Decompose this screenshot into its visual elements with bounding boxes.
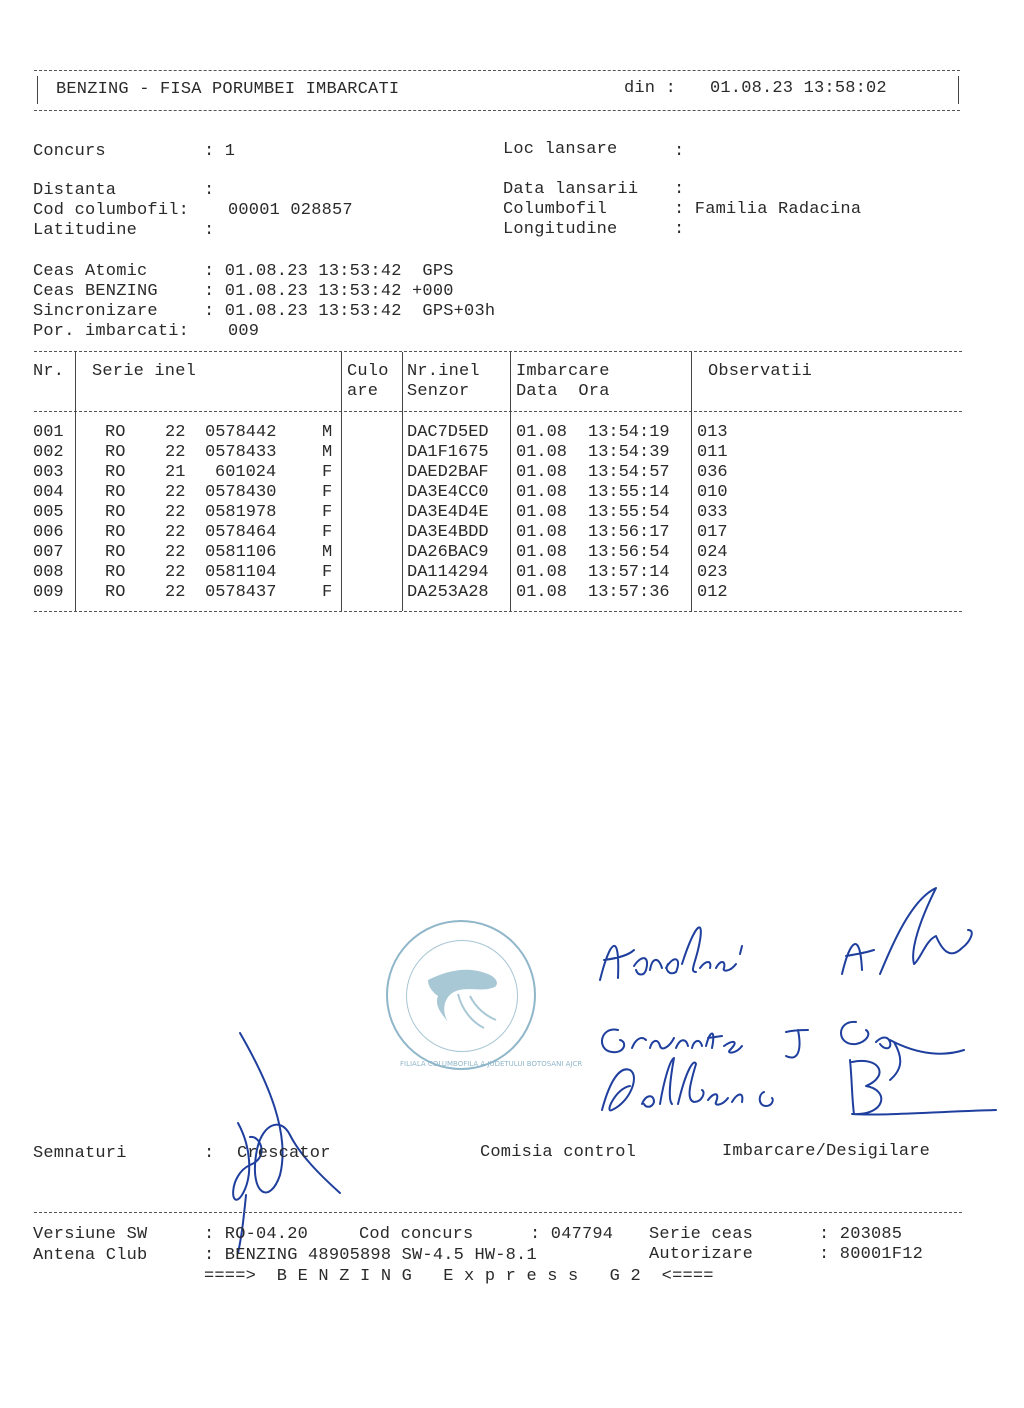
- pigeon-icon: [388, 922, 583, 1072]
- cell-sensor: DA3E4CC0: [407, 483, 489, 502]
- cell-year: 22: [165, 503, 186, 522]
- ceas-benzing-label: Ceas BENZING: [33, 282, 158, 301]
- table-row: [0, 483, 1024, 503]
- versiune-sw-value: : RO-04.20: [204, 1225, 309, 1244]
- cell-date: 01.08: [516, 463, 568, 482]
- handwritten-signature-breeder: [210, 1025, 350, 1255]
- distanta-value: :: [204, 181, 215, 200]
- comisia-control-label: Comisia control: [480, 1143, 637, 1162]
- por-imbarcati-label: Por. imbarcati:: [33, 322, 190, 341]
- table-row: [0, 563, 1024, 583]
- semnaturi-label: Semnaturi: [33, 1144, 127, 1163]
- cell-time: 13:54:57: [588, 463, 670, 482]
- stamp-text: FILIALA COLUMBOFILA A JUDETULUI BOTOSANI AJCR: [400, 1060, 583, 1068]
- header-left-border: [37, 76, 38, 104]
- cell-country: RO: [105, 583, 126, 602]
- table-row: [0, 463, 1024, 483]
- cell-time: 13:56:54: [588, 543, 670, 562]
- cell-country: RO: [105, 483, 126, 502]
- cell-country: RO: [105, 503, 126, 522]
- header-nr-inel-1: Nr.inel: [407, 362, 480, 381]
- table-top-border: [34, 351, 962, 352]
- cell-nr: 009: [33, 583, 64, 602]
- cod-concurs-label: Cod concurs: [359, 1225, 474, 1244]
- serie-ceas-value: : 203085: [819, 1225, 903, 1244]
- longitudine-value: :: [674, 220, 685, 239]
- cell-nr: 006: [33, 523, 64, 542]
- header-bottom-border: [34, 110, 960, 111]
- cell-ring: 0578430: [205, 483, 277, 502]
- cell-year: 22: [165, 423, 186, 442]
- semnaturi-colon: :: [204, 1144, 215, 1163]
- cell-time: 13:55:14: [588, 483, 670, 502]
- cell-time: 13:54:19: [588, 423, 670, 442]
- benzing-express-banner: ====> B E N Z I N G E x p r e s s G 2 <====: [204, 1267, 714, 1286]
- cod-columbofil-value: 00001 028857: [228, 201, 353, 220]
- cell-sensor: DAC7D5ED: [407, 423, 489, 442]
- sincronizare-label: Sincronizare: [33, 302, 158, 321]
- handwritten-signature-commission: [590, 880, 1010, 1120]
- imbarcare-desigilare-label: Imbarcare/Desigilare: [722, 1142, 931, 1161]
- cell-sensor: DA3E4BDD: [407, 523, 489, 542]
- cell-sensor: DA3E4D4E: [407, 503, 489, 522]
- cell-nr: 001: [33, 423, 64, 442]
- header-imbarcare-1: Imbarcare: [516, 362, 610, 381]
- cell-sex: F: [322, 523, 333, 542]
- autorizare-value: : 80001F12: [819, 1245, 924, 1264]
- cell-date: 01.08: [516, 423, 568, 442]
- columbofil-value: : Familia Radacina: [674, 200, 862, 219]
- antena-club-value: : BENZING 48905898 SW-4.5 HW-8.1: [204, 1246, 537, 1265]
- cell-sex: F: [322, 563, 333, 582]
- table-row: [0, 423, 1024, 443]
- cell-country: RO: [105, 423, 126, 442]
- data-lansarii-label: Data lansarii: [503, 180, 639, 199]
- ceas-atomic-value: : 01.08.23 13:53:42 GPS: [204, 262, 454, 281]
- cell-date: 01.08: [516, 523, 568, 542]
- cell-nr: 005: [33, 503, 64, 522]
- cell-year: 22: [165, 523, 186, 542]
- header-observatii: Observatii: [708, 362, 813, 381]
- cell-obs: 010: [697, 483, 728, 502]
- header-serie-inel: Serie inel: [92, 362, 197, 381]
- cell-sex: F: [322, 483, 333, 502]
- cell-sex: M: [322, 423, 333, 442]
- por-imbarcati-value: 009: [228, 322, 260, 341]
- crescator-label: Crescator: [237, 1144, 331, 1163]
- cell-obs: 023: [697, 563, 728, 582]
- cell-obs: 017: [697, 523, 728, 542]
- header-top-border: [34, 70, 960, 71]
- cell-nr: 004: [33, 483, 64, 502]
- cell-obs: 024: [697, 543, 728, 562]
- sincronizare-value: : 01.08.23 13:53:42 GPS+03h: [204, 302, 496, 321]
- cell-year: 22: [165, 543, 186, 562]
- table-row: [0, 503, 1024, 523]
- columbofil-label: Columbofil: [503, 200, 608, 219]
- cell-year: 22: [165, 583, 186, 602]
- cell-obs: 036: [697, 463, 728, 482]
- cell-sensor: DAED2BAF: [407, 463, 489, 482]
- cell-date: 01.08: [516, 583, 568, 602]
- serie-ceas-label: Serie ceas: [649, 1225, 754, 1244]
- cell-time: 13:57:14: [588, 563, 670, 582]
- cell-sex: F: [322, 503, 333, 522]
- versiune-sw-label: Versiune SW: [33, 1225, 148, 1244]
- table-bottom-border: [34, 611, 962, 612]
- header-nr: Nr.: [33, 362, 65, 381]
- date-value: 01.08.23 13:58:02: [710, 79, 887, 98]
- cell-country: RO: [105, 463, 126, 482]
- loc-lansare-label: Loc lansare: [503, 140, 618, 159]
- cell-time: 13:54:39: [588, 443, 670, 462]
- header-culoare-2: are: [347, 382, 379, 401]
- autorizare-label: Autorizare: [649, 1245, 754, 1264]
- latitudine-value: :: [204, 221, 215, 240]
- cell-ring: 0581978: [205, 503, 277, 522]
- footer-separator: [34, 1212, 962, 1213]
- cell-sensor: DA26BAC9: [407, 543, 489, 562]
- table-row: [0, 583, 1024, 603]
- cell-nr: 002: [33, 443, 64, 462]
- document-title: BENZING - FISA PORUMBEI IMBARCATI: [56, 80, 400, 99]
- table-header-separator: [34, 411, 962, 412]
- loc-lansare-value: :: [674, 142, 685, 161]
- date-label: din :: [624, 79, 677, 98]
- cell-country: RO: [105, 543, 126, 562]
- cell-ring: 601024: [215, 463, 277, 482]
- data-lansarii-value: :: [674, 180, 685, 199]
- header-imbarcare-2: Data Ora: [516, 382, 610, 401]
- concurs-value: : 1: [204, 142, 236, 161]
- cell-time: 13:55:54: [588, 503, 670, 522]
- cell-nr: 008: [33, 563, 64, 582]
- cell-nr: 003: [33, 463, 64, 482]
- cell-country: RO: [105, 563, 126, 582]
- cell-ring: 0581106: [205, 543, 277, 562]
- club-stamp: [386, 920, 583, 1070]
- cell-sensor: DA114294: [407, 563, 489, 582]
- cell-obs: 011: [697, 443, 728, 462]
- cell-nr: 007: [33, 543, 64, 562]
- cell-year: 22: [165, 483, 186, 502]
- cell-ring: 0578433: [205, 443, 277, 462]
- latitudine-label: Latitudine: [33, 221, 138, 240]
- cell-sensor: DA1F1675: [407, 443, 489, 462]
- cell-sex: M: [322, 443, 333, 462]
- cell-date: 01.08: [516, 563, 568, 582]
- header-nr-inel-2: Senzor: [407, 382, 470, 401]
- cell-year: 22: [165, 563, 186, 582]
- cell-time: 13:57:36: [588, 583, 670, 602]
- cell-ring: 0581104: [205, 563, 277, 582]
- cell-ring: 0578442: [205, 423, 277, 442]
- header-culoare-1: Culo: [347, 362, 389, 381]
- cell-time: 13:56:17: [588, 523, 670, 542]
- cell-sex: F: [322, 463, 333, 482]
- cell-date: 01.08: [516, 483, 568, 502]
- concurs-label: Concurs: [33, 142, 106, 161]
- table-row: [0, 523, 1024, 543]
- cell-date: 01.08: [516, 443, 568, 462]
- antena-club-label: Antena Club: [33, 1246, 148, 1265]
- cell-date: 01.08: [516, 503, 568, 522]
- cod-columbofil-label: Cod columbofil:: [33, 201, 190, 220]
- cod-concurs-value: : 047794: [530, 1225, 614, 1244]
- cell-obs: 033: [697, 503, 728, 522]
- ceas-atomic-label: Ceas Atomic: [33, 262, 148, 281]
- cell-obs: 013: [697, 423, 728, 442]
- header-right-border: [958, 76, 959, 104]
- cell-sensor: DA253A28: [407, 583, 489, 602]
- cell-date: 01.08: [516, 543, 568, 562]
- table-row: [0, 543, 1024, 563]
- cell-year: 21: [165, 463, 186, 482]
- table-row: [0, 443, 1024, 463]
- cell-country: RO: [105, 523, 126, 542]
- cell-ring: 0578464: [205, 523, 277, 542]
- longitudine-label: Longitudine: [503, 220, 618, 239]
- cell-country: RO: [105, 443, 126, 462]
- cell-year: 22: [165, 443, 186, 462]
- cell-ring: 0578437: [205, 583, 277, 602]
- cell-sex: F: [322, 583, 333, 602]
- ceas-benzing-value: : 01.08.23 13:53:42 +000: [204, 282, 454, 301]
- distanta-label: Distanta: [33, 181, 117, 200]
- cell-sex: M: [322, 543, 333, 562]
- cell-obs: 012: [697, 583, 728, 602]
